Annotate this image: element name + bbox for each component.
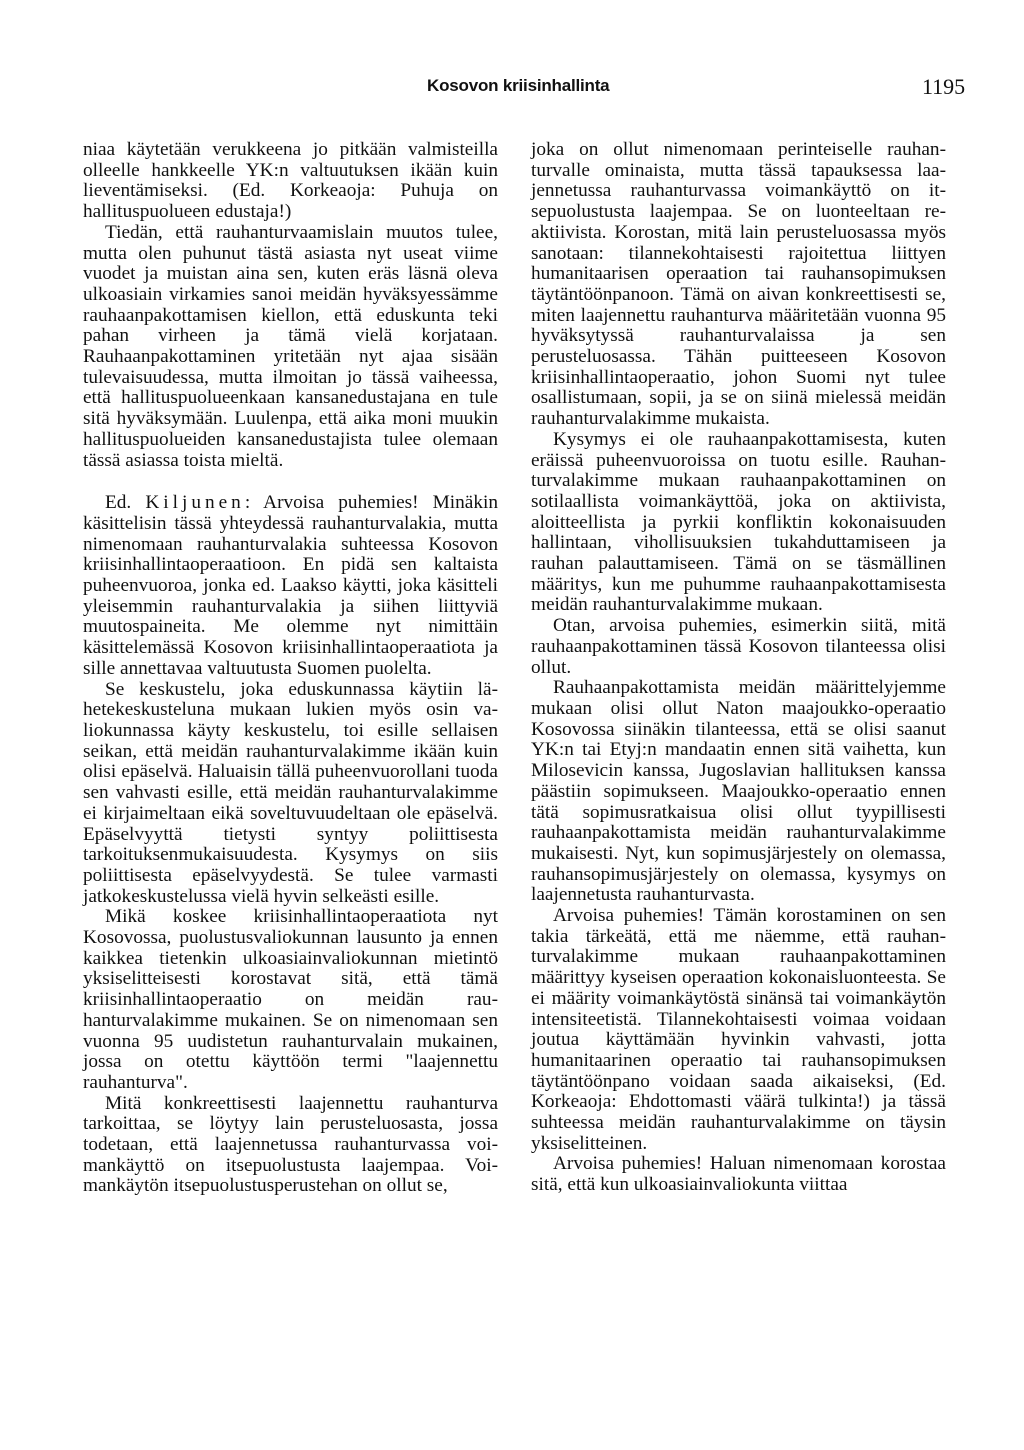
paragraph: Se keskustelu, joka eduskunnassa käytiin lähetekeskusteluna mukaan lukien myös osin valiokunnassa käyty keskustelu, toi esille sellaisen seikan, että meidän rauhanturvalakimme ikään kuin olisi epäselvä. Haluaisin tällä puheenvuorollani tuoda sen vahvasti esille, että meidän rauhanturvalakimme ei kirjaimeltaan eikä soveltuvuudeltaan ole epäselvä. Epäselvyyttä tietysti syntyy poliittisesta tarkoituksenmukaisuudesta. Kysymys on siis poliittisesta epäselvyydestä. Se tulee varmasti jatkokeskustelussa vielä hyvin selkeästi esille. (83, 678, 498, 907)
speaker-name: Kiljunen (145, 492, 245, 514)
left-column (83, 140, 498, 1197)
paragraph: Mikä koskee kriisinhallintaoperaatiota nyt Kosovossa, puolustusvaliokunnan lausunto ja ennen kaikkea tietenkin ulkoasiainvaliokunnan mietintö yksiselitteisesti korostavat sitä, että tämä kriisinhallintaoperaatio on meidän rauhanturvalakimme mukainen. Se on nimenomaan sen vuonna 95 uudistetun rauhanturvalain mukainen, jossa on otettu käyttöön termi "laajennettu rauhanturva". (83, 906, 498, 1093)
speech-text: : Arvoisa puhemies! Minäkin käsittelisin tässä yhteydessä rauhanturvalakia, mutta nimenomaan rauhanturvalakia suhteessa Kosovon kriisinhallintaoperaatioon. En pidä sen kaltaista puheenvuoroa, jonka ed. Laakso käytti, joka käsitteli yleisemmin rauhanturvalakia ja siihen liittyviä muutospaineita. Me olemme nyt nimittäin käsittelemässä Kosovon kriisinhallintaoperaatiota ja sille annettavaa valtuutusta Suomen puolelta. (83, 492, 499, 679)
page-header (0, 76, 1024, 106)
right-column (531, 140, 946, 1196)
speaker-paragraph (83, 493, 498, 679)
paragraph: niaa käytetään verukkeena jo pitkään valmisteilla olleelle hankkeelle YK:n valtuutuksen ikään kuin lieventämiseksi. (Ed. Korkeaoja: Puhuja on hallituspuolueen edustaja!) (83, 139, 498, 223)
paragraph: Arvoisa puhemies! Tämän korostaminen on sen takia tärkeätä, että me näemme, että rauhanturvalakimme mukaan rauhaanpakottaminen määrittyy kyseisen operaation kokonaisluonteesta. Se ei määrity voimankäytöstä sinänsä tai voimankäytön intensiteetistä. Tilannekohtaisesti voimaa voidaan joutua käyttämään hyvinkin vahvasti, jotta humanitaarinen operaatio tai rauhansopimuksen täytäntöönpano voidaan saada aikaiseksi, (Ed. Korkeaoja: Ehdottomasti väärä tulkinta!) ja tässä suhteessa meidän rauhanturvalakimme on täysin yksiselitteinen. (531, 905, 946, 1154)
running-title: Kosovon kriisinhallinta (427, 76, 610, 95)
paragraph: Kysymys ei ole rauhaanpakottamisesta, kuten eräissä puheenvuoroissa on tuotu esille. Rauhanturvalakimme mukaan rauhaanpakottaminen on sotilaallista voimankäyttöä, joka on aktiivista, aloitteellista ja pyrkii konfliktin kokonaisuuden hallintaan, vihollisuuksien tukahduttamiseen ja rauhan palauttamiseen. Tämä on se täsmällinen määritys, kun me puhumme rauhaanpakottamisesta meidän rauhanturvalakimme mukaan. (531, 428, 946, 616)
paragraph: Tiedän, että rauhanturvaamislain muutos tulee, mutta olen puhunut tästä asiasta nyt useat viime vuodet ja muistan aina sen, kuten eräs läsnä oleva ulkoasiain virkamies sanoi meidän hyväksyessämme rauhaanpakottamisen kiellon, että eduskunta teki pahan virheen ja tämä vielä korjataan. Rauhaanpakottaminen yritetään nyt ajaa sisään tulevaisuudessa, mutta ilmoitan jo tässä vaiheessa, että hallituspuolueenkaan kansanedustajana en tule sitä hyväksymään. Luulenpa, että aika moni muukin hallituspuolueiden kansanedustajista tulee olemaan tässä asiassa toista mieltä. (83, 221, 498, 471)
page-number: 1195 (922, 74, 966, 99)
speaker-prefix: Ed. (105, 492, 132, 514)
paragraph: Mitä konkreettisesti laajennettu rauhanturva tarkoittaa, se löytyy lain perusteluosasta, jossa todetaan, että laajennetussa rauhanturvassa voimankäyttö on itsepuolustusta laajempaa. Voimankäytön itsepuolustusperustehan on ollut se, (83, 1092, 498, 1197)
paragraph: Rauhaanpakottamista meidän määrittelyjemme mukaan olisi ollut Naton maajoukko-operaatio Kosovossa siinäkin tilanteessa, että se olisi saanut YK:n tai Etyj:n mandaatin ennen sitä vaihetta, kun Milosevicin kanssa, Jugoslavian hallituksen kanssa päästiin sopimukseen. Maajoukko-operaatio ennen tätä sopimusratkaisua olisi ollut tyypillisesti rauhaanpakottamista meidän rauhanturvalakimme mukaisesti. Nyt, kun sopimusjärjestely on olemassa, rauhansopimusjärjestely on olemassa, kysymys on laajennetusta rauhanturvasta. (531, 677, 946, 906)
paragraph: Arvoisa puhemies! Haluan nimenomaan korostaa sitä, että kun ulkoasiainvaliokunta viittaa (531, 1153, 946, 1196)
paragraph: Otan, arvoisa puhemies, esimerkin siitä, mitä rauhaanpakottaminen tässä Kosovon tilanteessa olisi ollut. (531, 615, 946, 678)
paragraph: joka on ollut nimenomaan perinteiselle rauhanturvalle ominaista, mutta tässä tapauksessa laajennetussa rauhanturvassa voimankäyttö on itsepuolustusta laajempaa. Se on luonteeltaan reaktiivista. Korostan, mitä lain perusteluosassa myös sanotaan: tilannekohtaisesti rajoitettua liittyen humanitaarisen operaation tai rauhansopimuksen täytäntöönpanoon. Tämä on aivan konkreettisesti se, miten laajennettu rauhanturva määritetään vuonna 95 hyväksytyssä rauhanturvalaissa ja sen perusteluosassa. Tähän puitteeseen Kosovon kriisinhallintaoperaatio, johon Suomi nyt tulee osallistumaan, sopii, ja se on siinä mielessä meidän rauhanturvalakimme mukaista. (531, 139, 946, 430)
